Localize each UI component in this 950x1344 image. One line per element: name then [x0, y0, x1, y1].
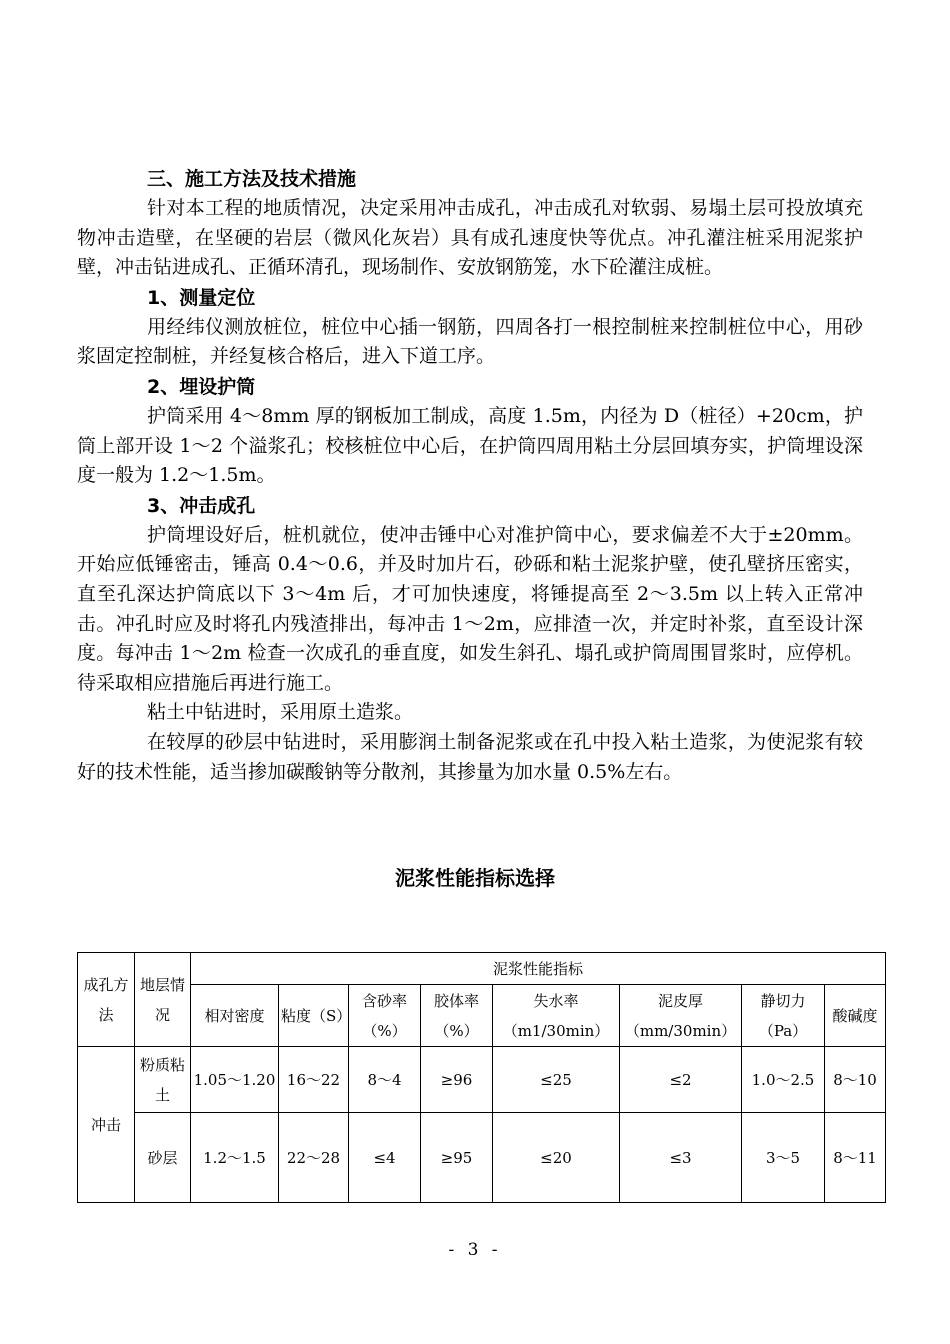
table-cell: ≤3: [620, 1113, 742, 1203]
table-title: 泥浆性能指标选择: [395, 866, 555, 890]
table-cell: 1.05～1.20: [191, 1047, 279, 1113]
subsection-3-p2: 粘土中钻进时，采用原土造浆。: [147, 701, 414, 724]
table-cell: ≤4: [349, 1113, 421, 1203]
col-header: 泥皮厚（mm/30min）: [620, 985, 742, 1047]
section-intro: 针对本工程的地质情况，决定采用冲击成孔，冲击成孔对软弱、易塌土层可投放填充物冲击造壁，在坚硬的岩层（微风化灰岩）具有成孔速度快等优点。冲孔灌注桩采用泥浆护壁，冲击钻进成孔、正循环清孔，现场制作、安放钢筋笼，水下砼灌注成桩。: [77, 197, 863, 279]
subsection-2-text: 护筒采用 4～8mm 厚的钢板加工制成，高度 1.5m，内径为 D（桩径）+20cm，护筒上部开设 1～2 个溢浆孔；校核桩位中心后，在护筒四周用粘土分层回填夯实，护筒埋设深度一般为 1.2～1.5m。: [77, 404, 863, 487]
table-cell: 16～22: [279, 1047, 349, 1113]
method-cell: 冲击: [78, 1047, 135, 1203]
table-cell: 1.2～1.5: [191, 1113, 279, 1203]
table-cell: 8～4: [349, 1047, 421, 1113]
table-cell: ≥96: [421, 1047, 493, 1113]
table-cell: 22～28: [279, 1113, 349, 1203]
col-header: 失水率（m1/30min）: [493, 985, 620, 1047]
table-cell: ≤2: [620, 1047, 742, 1113]
section-heading: 三、施工方法及技术措施: [147, 168, 357, 190]
col-header: 酸碱度: [825, 985, 886, 1047]
header-method: 成孔方法: [78, 953, 135, 1047]
table-cell: 8～11: [825, 1113, 886, 1203]
layer-cell: 粉质粘土: [135, 1047, 191, 1113]
header-group: 泥浆性能指标: [191, 953, 886, 985]
mud-performance-table: [77, 952, 886, 1203]
header-layer: 地层情况: [135, 953, 191, 1047]
col-header: 粘度（S）: [279, 985, 349, 1047]
table-cell: 1.0～2.5: [742, 1047, 825, 1113]
table-cell: ≤25: [493, 1047, 620, 1113]
subsection-1-heading: 1、测量定位: [147, 286, 256, 309]
col-header: 静切力（Pa）: [742, 985, 825, 1047]
col-header: 含砂率（%）: [349, 985, 421, 1047]
subsection-2-heading: 2、埋设护筒: [147, 375, 256, 398]
subsection-3-p1: 护筒埋设好后，桩机就位，使冲击锤中心对准护筒中心，要求偏差不大于±20mm。开始应低锤密击，锤高 0.4～0.6，并及时加片石，砂砾和粘土泥浆护壁，使孔壁挤压密实，直至孔深达护筒底以下 3～4m 后，才可加快速度，将锤提高至 2～3.5m 以上转入正常冲击。冲孔时应及时将孔内残渣排出，每冲击 1～2m，应排渣一次，并定时补浆，直至设计深度。每冲击 1～2m 检查一次成孔的垂直度，如发生斜孔、塌孔或护筒周围冒浆时，应停机。待采取相应措施后再进行施工。: [77, 523, 863, 694]
table-cell: ≥95: [421, 1113, 493, 1203]
subsection-1-text: 用经纬仪测放桩位，桩位中心插一钢筋，四周各打一根控制桩来控制桩位中心，用砂浆固定控制桩，并经复核合格后，进入下道工序。: [77, 315, 863, 368]
document-body: [77, 160, 863, 787]
col-header: 胶体率（%）: [421, 985, 493, 1047]
table-cell: 8～10: [825, 1047, 886, 1113]
table-cell: ≤20: [493, 1113, 620, 1203]
col-header: 相对密度: [191, 985, 279, 1047]
table-cell: 3～5: [742, 1113, 825, 1203]
subsection-3-heading: 3、冲击成孔: [147, 494, 256, 517]
page-number: - 3 -: [448, 1240, 502, 1260]
layer-cell: 砂层: [135, 1113, 191, 1203]
subsection-3-p3: 在较厚的砂层中钻进时，采用膨润土制备泥浆或在孔中投入粘土造浆，为使泥浆有较好的技术性能，适当掺加碳酸钠等分散剂，其掺量为加水量 0.5%左右。: [77, 730, 863, 783]
